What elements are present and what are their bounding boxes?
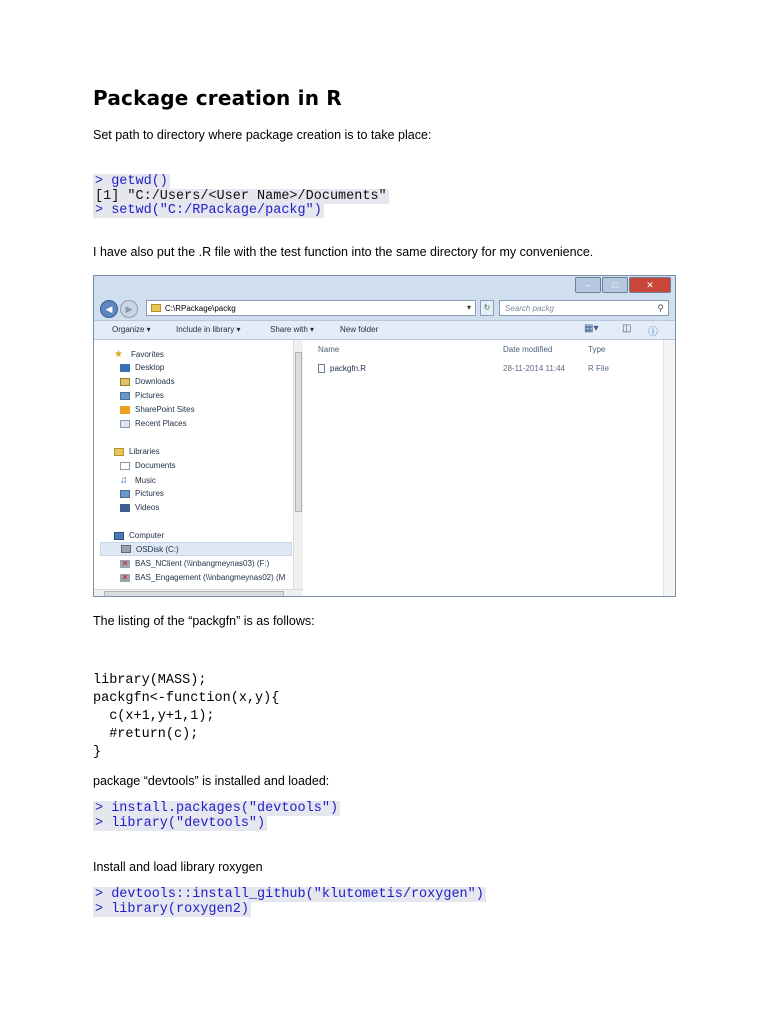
column-header-name[interactable]: Name xyxy=(318,345,340,354)
libraries-icon xyxy=(114,448,124,456)
drive-icon xyxy=(121,545,131,553)
code-line: > setwd("C:/RPackage/packg") xyxy=(95,203,322,218)
scrollbar-thumb[interactable] xyxy=(295,352,302,512)
desktop-icon xyxy=(120,364,130,372)
include-in-library-button[interactable]: Include in library ▾ xyxy=(176,325,241,334)
nav-recent-places[interactable] xyxy=(120,419,187,428)
chevron-down-icon[interactable]: ▾ xyxy=(466,303,471,312)
maximize-button[interactable]: □ xyxy=(602,277,628,293)
nav-label: Recent Places xyxy=(135,419,187,428)
nav-label: Documents xyxy=(135,461,176,470)
navigation-pane xyxy=(94,340,294,597)
sharepoint-icon xyxy=(120,406,130,414)
devtools-code-block xyxy=(93,802,340,831)
star-icon: ★ xyxy=(114,349,123,360)
disconnected-drive-icon: ✕ xyxy=(121,572,129,582)
file-date: 28-11-2014 11:44 xyxy=(503,364,565,373)
nav-libraries[interactable] xyxy=(114,447,160,456)
column-header-date[interactable]: Date modified xyxy=(503,345,553,354)
nav-label: Pictures xyxy=(135,489,164,498)
nav-vertical-scrollbar[interactable] xyxy=(293,340,303,589)
nav-label: Favorites xyxy=(131,350,164,359)
close-button[interactable]: ✕ xyxy=(629,277,671,293)
code-line: > library("devtools") xyxy=(95,815,266,831)
note-text: I have also put the .R file with the test function into the same directory for my convenience. xyxy=(93,245,594,259)
help-icon[interactable]: ⓘ xyxy=(648,327,658,338)
nav-label: Libraries xyxy=(129,447,160,456)
code-line: packgfn<-function(x,y){ xyxy=(93,691,280,706)
nav-label: OSDisk (C:) xyxy=(136,544,179,554)
page-title: Package creation in R xyxy=(93,86,342,110)
code-line: [1] "C:/Users/<User Name>/Documents" xyxy=(95,188,387,204)
column-header-type[interactable]: Type xyxy=(588,345,606,354)
nav-label: Music xyxy=(135,476,156,485)
nav-documents[interactable] xyxy=(120,461,175,470)
pictures-icon xyxy=(120,392,130,400)
file-list-scrollbar[interactable] xyxy=(663,340,675,597)
nav-computer[interactable] xyxy=(114,531,164,540)
roxygen-code-block xyxy=(93,888,486,917)
file-name: packgfn.R xyxy=(330,364,367,373)
address-text: C:\RPackage\packg xyxy=(165,304,236,313)
search-placeholder: Search packg xyxy=(505,304,554,313)
command-toolbar xyxy=(94,320,675,340)
nav-label: BAS_NClient (\\inbangmeynas03) (F:) xyxy=(135,559,270,568)
setup-code-block xyxy=(93,175,389,219)
search-input[interactable] xyxy=(499,300,669,316)
listing-heading: The listing of the “packgfn” is as follows: xyxy=(93,614,315,628)
explorer-content xyxy=(94,340,675,597)
code-line: } xyxy=(93,745,102,760)
nav-label: Downloads xyxy=(135,377,175,386)
music-icon: ♫ xyxy=(120,475,128,486)
listing-code-block xyxy=(93,672,279,762)
nav-label: SharePoint Sites xyxy=(135,405,195,414)
nav-library-pictures[interactable] xyxy=(120,489,164,498)
refresh-icon[interactable]: ↻ xyxy=(480,300,494,316)
nav-label: Desktop xyxy=(135,363,165,372)
documents-icon xyxy=(120,462,130,470)
nav-pictures[interactable] xyxy=(120,391,164,400)
nav-label: BAS_Engagement (\\inbangmeynas02) (M xyxy=(135,573,286,582)
downloads-icon xyxy=(120,378,130,386)
intro-text: Set path to directory where package creation is to take place: xyxy=(93,128,432,142)
scrollbar-thumb[interactable] xyxy=(104,591,284,597)
code-line: > devtools::install_github("klutometis/roxygen") xyxy=(95,887,484,902)
code-line: > library(roxygen2) xyxy=(95,901,249,917)
preview-pane-icon[interactable]: ◫ xyxy=(622,323,632,334)
disconnected-drive-icon: ✕ xyxy=(121,558,129,568)
file-row[interactable] xyxy=(306,364,675,376)
window-titlebar xyxy=(94,276,675,298)
nav-osdisk[interactable] xyxy=(100,542,292,556)
roxygen-heading: Install and load library roxygen xyxy=(93,860,263,874)
share-with-button[interactable]: Share with ▾ xyxy=(270,325,315,334)
explorer-window xyxy=(93,275,676,597)
nav-music[interactable] xyxy=(120,475,156,486)
nav-videos[interactable] xyxy=(120,503,159,512)
forward-arrow-icon[interactable]: ▶ xyxy=(120,300,138,318)
nav-favorites[interactable] xyxy=(114,349,164,360)
address-bar[interactable] xyxy=(146,300,476,316)
recent-places-icon xyxy=(120,420,130,428)
file-list xyxy=(306,340,675,597)
new-folder-button[interactable]: New folder xyxy=(340,325,379,334)
folder-icon xyxy=(151,304,161,312)
nav-drive-f[interactable] xyxy=(120,559,269,568)
nav-label: Computer xyxy=(129,531,165,540)
nav-horizontal-scrollbar[interactable] xyxy=(94,589,303,597)
devtools-heading: package “devtools” is installed and loaded: xyxy=(93,774,330,788)
code-line: c(x+1,y+1,1); xyxy=(93,709,215,724)
organize-button[interactable]: Organize ▾ xyxy=(112,325,151,334)
back-arrow-icon[interactable]: ◀ xyxy=(100,300,118,318)
search-icon: ⚲ xyxy=(657,303,664,313)
nav-sharepoint[interactable] xyxy=(120,405,195,414)
code-line: #return(c); xyxy=(93,727,199,742)
nav-downloads[interactable] xyxy=(120,377,175,386)
minimize-button[interactable]: – xyxy=(575,277,601,293)
videos-icon xyxy=(120,504,130,512)
code-line: > getwd() xyxy=(95,174,168,189)
file-icon xyxy=(318,364,325,373)
code-line: > install.packages("devtools") xyxy=(95,801,339,816)
file-type: R File xyxy=(588,364,609,373)
code-line: library(MASS); xyxy=(93,673,207,688)
pictures-icon xyxy=(120,490,130,498)
nav-drive-m[interactable] xyxy=(120,573,285,582)
nav-desktop[interactable] xyxy=(120,363,164,372)
address-row xyxy=(94,298,675,320)
nav-label: Pictures xyxy=(135,391,164,400)
computer-icon xyxy=(114,532,124,540)
view-options-icon[interactable]: ▦▾ xyxy=(584,323,599,334)
nav-label: Videos xyxy=(135,503,160,512)
file-name-cell xyxy=(318,364,366,373)
